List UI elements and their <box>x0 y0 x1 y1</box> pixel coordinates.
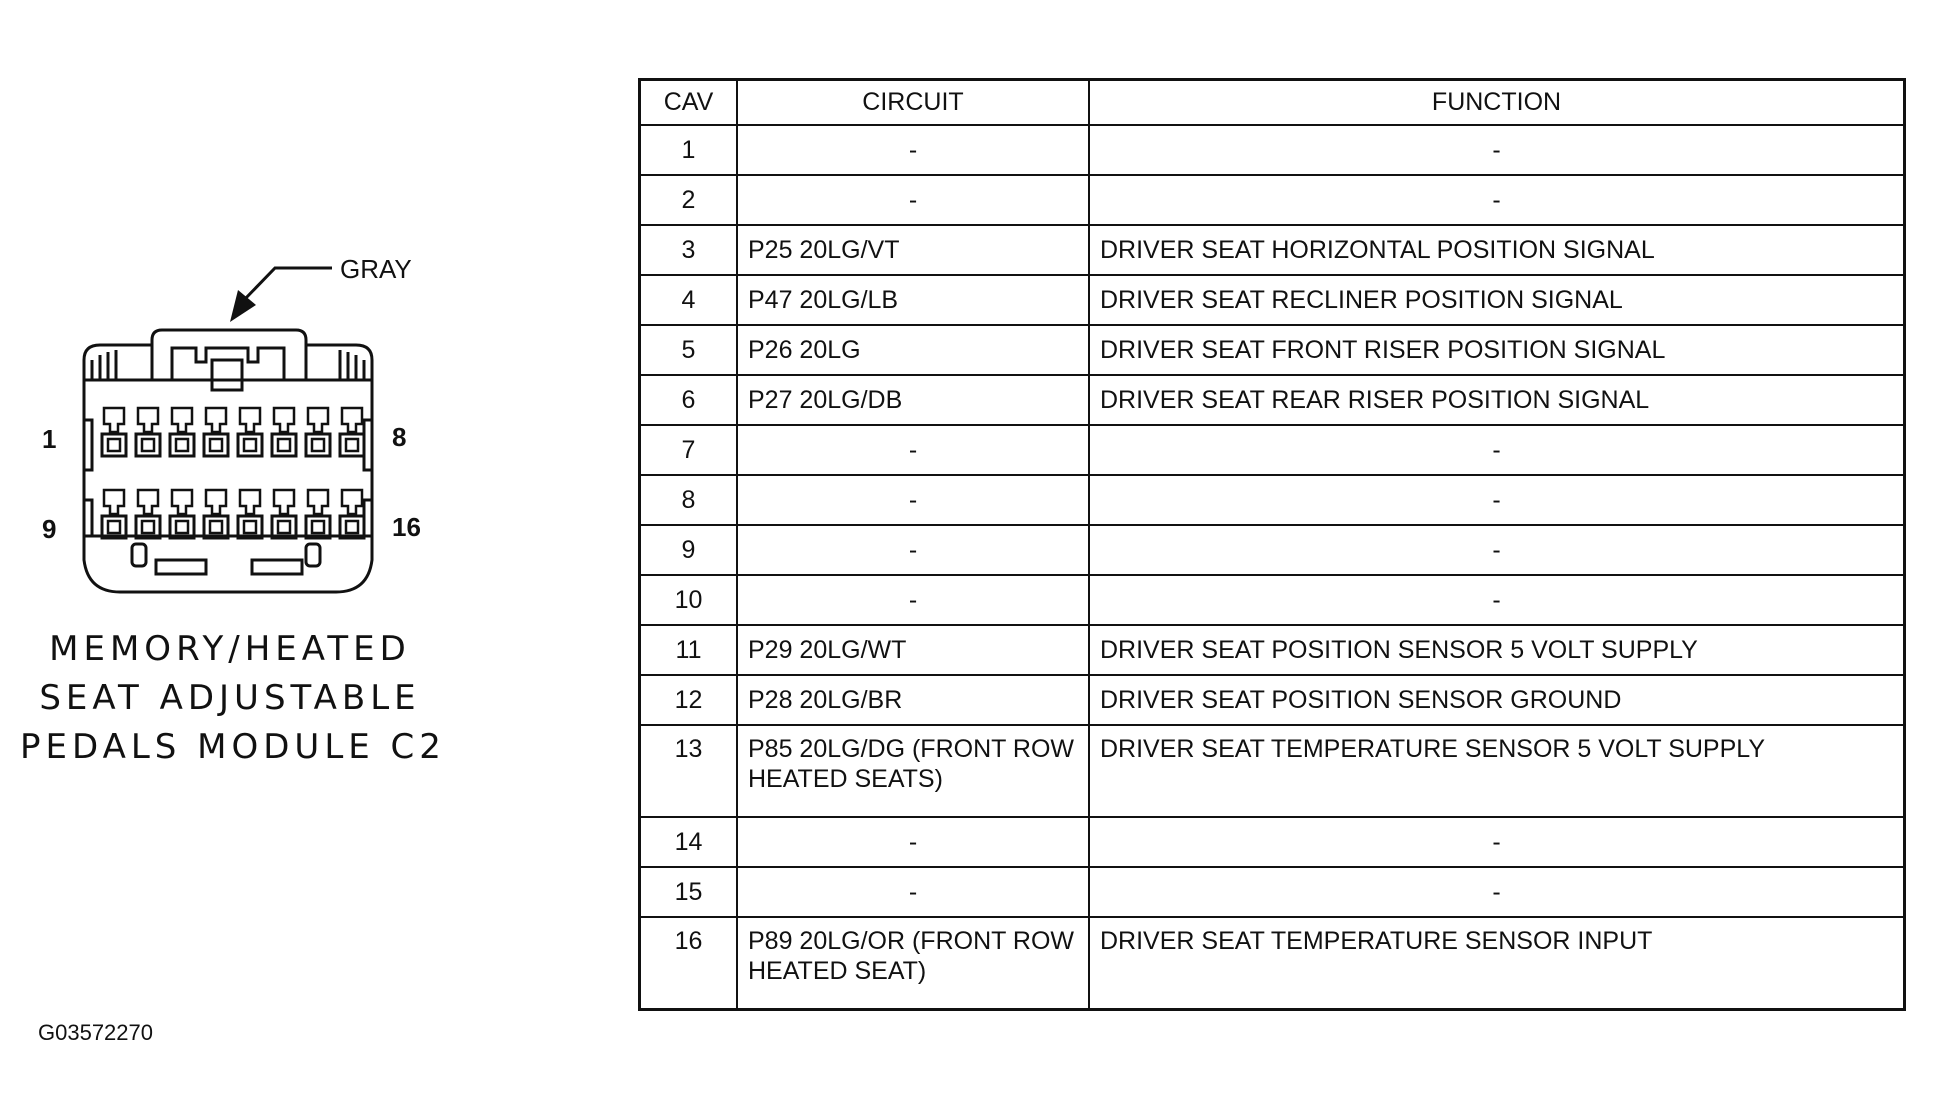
cavity-latch <box>206 490 226 514</box>
circuit-cell: - <box>737 125 1089 175</box>
cavity-terminal <box>108 521 120 533</box>
table-row <box>640 525 1905 575</box>
module-title-line-1: MEMORY/HEATED <box>49 629 411 669</box>
figure-id: G03572270 <box>38 1020 153 1045</box>
table-row <box>640 375 1905 425</box>
connector-cavities <box>102 408 364 538</box>
cav-cell: 5 <box>640 325 738 375</box>
cavity-terminal <box>278 439 290 451</box>
function-cell: - <box>1089 575 1905 625</box>
header-function: FUNCTION <box>1089 80 1905 126</box>
module-title-line-3: PEDALS MODULE C2 <box>20 727 446 767</box>
cav-cell: 14 <box>640 817 738 867</box>
cavity-latch <box>104 490 124 514</box>
cavity-terminal <box>346 521 358 533</box>
circuit-cell: - <box>737 817 1089 867</box>
function-cell: - <box>1089 475 1905 525</box>
cavity-terminal <box>244 521 256 533</box>
table-header-row <box>640 80 1905 126</box>
cav-cell: 1 <box>640 125 738 175</box>
cavity-latch <box>308 490 328 514</box>
function-cell: - <box>1089 125 1905 175</box>
cavity-latch <box>274 490 294 514</box>
header-circuit: CIRCUIT <box>737 80 1089 126</box>
function-cell: DRIVER SEAT TEMPERATURE SENSOR INPUT <box>1089 917 1905 1010</box>
circuit-cell: P25 20LG/VT <box>737 225 1089 275</box>
cavity-latch <box>274 408 294 432</box>
table-row <box>640 475 1905 525</box>
cavity-terminal <box>210 521 222 533</box>
cav-cell: 12 <box>640 675 738 725</box>
cavity-window <box>136 434 160 456</box>
connector-color-label: GRAY <box>340 254 412 284</box>
cavity-window <box>306 434 330 456</box>
connector-module-title <box>20 625 446 772</box>
table-row <box>640 867 1905 917</box>
cavity-window <box>238 434 262 456</box>
function-cell: - <box>1089 175 1905 225</box>
connector-diagram <box>0 0 520 620</box>
pin-label-16: 16 <box>392 512 421 542</box>
cav-cell: 11 <box>640 625 738 675</box>
cavity-terminal <box>278 521 290 533</box>
cavity-latch <box>104 408 124 432</box>
cav-cell: 16 <box>640 917 738 1010</box>
table-row <box>640 625 1905 675</box>
circuit-cell: P26 20LG <box>737 325 1089 375</box>
cavity-window <box>102 434 126 456</box>
module-title-line-2: SEAT ADJUSTABLE <box>39 678 421 718</box>
cavity-window <box>204 434 228 456</box>
function-cell: DRIVER SEAT TEMPERATURE SENSOR 5 VOLT SUPPLY <box>1089 725 1905 817</box>
cavity-terminal <box>312 439 324 451</box>
table-row <box>640 125 1905 175</box>
cavity-terminal <box>244 439 256 451</box>
table-row <box>640 917 1905 1010</box>
cavity-terminal <box>346 439 358 451</box>
pin-label-8: 8 <box>392 422 407 452</box>
function-cell: DRIVER SEAT POSITION SENSOR 5 VOLT SUPPLY <box>1089 625 1905 675</box>
function-cell: DRIVER SEAT REAR RISER POSITION SIGNAL <box>1089 375 1905 425</box>
cavity-terminal <box>176 439 188 451</box>
cavity-latch <box>240 490 260 514</box>
cavity-window <box>340 434 364 456</box>
function-cell: - <box>1089 525 1905 575</box>
cav-cell: 9 <box>640 525 738 575</box>
cavity-window <box>170 434 194 456</box>
circuit-cell: P29 20LG/WT <box>737 625 1089 675</box>
cav-cell: 13 <box>640 725 738 817</box>
table-row <box>640 425 1905 475</box>
callout-leader-line <box>244 268 332 300</box>
cavity-latch <box>138 408 158 432</box>
circuit-cell: - <box>737 175 1089 225</box>
table-row <box>640 575 1905 625</box>
cavity-latch <box>342 490 362 514</box>
cav-cell: 7 <box>640 425 738 475</box>
function-cell: DRIVER SEAT RECLINER POSITION SIGNAL <box>1089 275 1905 325</box>
table-row <box>640 175 1905 225</box>
circuit-cell: - <box>737 575 1089 625</box>
cav-cell: 6 <box>640 375 738 425</box>
cavity-terminal <box>176 521 188 533</box>
cavity-terminal <box>108 439 120 451</box>
function-cell: - <box>1089 867 1905 917</box>
cavity-latch <box>172 490 192 514</box>
table-row <box>640 275 1905 325</box>
circuit-cell: P28 20LG/BR <box>737 675 1089 725</box>
circuit-cell: P47 20LG/LB <box>737 275 1089 325</box>
circuit-cell: - <box>737 425 1089 475</box>
function-cell: DRIVER SEAT FRONT RISER POSITION SIGNAL <box>1089 325 1905 375</box>
cavity-terminal <box>210 439 222 451</box>
table-row <box>640 325 1905 375</box>
cav-cell: 4 <box>640 275 738 325</box>
circuit-cell: - <box>737 867 1089 917</box>
cav-cell: 15 <box>640 867 738 917</box>
cav-cell: 2 <box>640 175 738 225</box>
pinout-table <box>638 78 1906 1011</box>
table-row <box>640 225 1905 275</box>
cavity-latch <box>138 490 158 514</box>
cavity-latch <box>172 408 192 432</box>
callout-arrowhead <box>230 290 256 322</box>
cavity-latch <box>240 408 260 432</box>
function-cell: - <box>1089 817 1905 867</box>
function-cell: DRIVER SEAT POSITION SENSOR GROUND <box>1089 675 1905 725</box>
table-row <box>640 725 1905 817</box>
cavity-terminal <box>142 439 154 451</box>
circuit-cell: - <box>737 475 1089 525</box>
circuit-cell: P27 20LG/DB <box>737 375 1089 425</box>
table-row <box>640 675 1905 725</box>
cav-cell: 8 <box>640 475 738 525</box>
cavity-terminal <box>142 521 154 533</box>
cavity-terminal <box>312 521 324 533</box>
cavity-latch <box>308 408 328 432</box>
table-row <box>640 817 1905 867</box>
cav-cell: 10 <box>640 575 738 625</box>
cavity-latch <box>342 408 362 432</box>
cavity-latch <box>206 408 226 432</box>
function-cell: - <box>1089 425 1905 475</box>
circuit-cell: P85 20LG/DG (FRONT ROW HEATED SEATS) <box>737 725 1089 817</box>
function-cell: DRIVER SEAT HORIZONTAL POSITION SIGNAL <box>1089 225 1905 275</box>
cav-cell: 3 <box>640 225 738 275</box>
pin-label-1: 1 <box>42 424 57 454</box>
connector-housing <box>84 330 372 592</box>
pin-label-9: 9 <box>42 514 57 544</box>
header-cav: CAV <box>640 80 738 126</box>
circuit-cell: - <box>737 525 1089 575</box>
circuit-cell: P89 20LG/OR (FRONT ROW HEATED SEAT) <box>737 917 1089 1010</box>
cavity-window <box>272 434 296 456</box>
